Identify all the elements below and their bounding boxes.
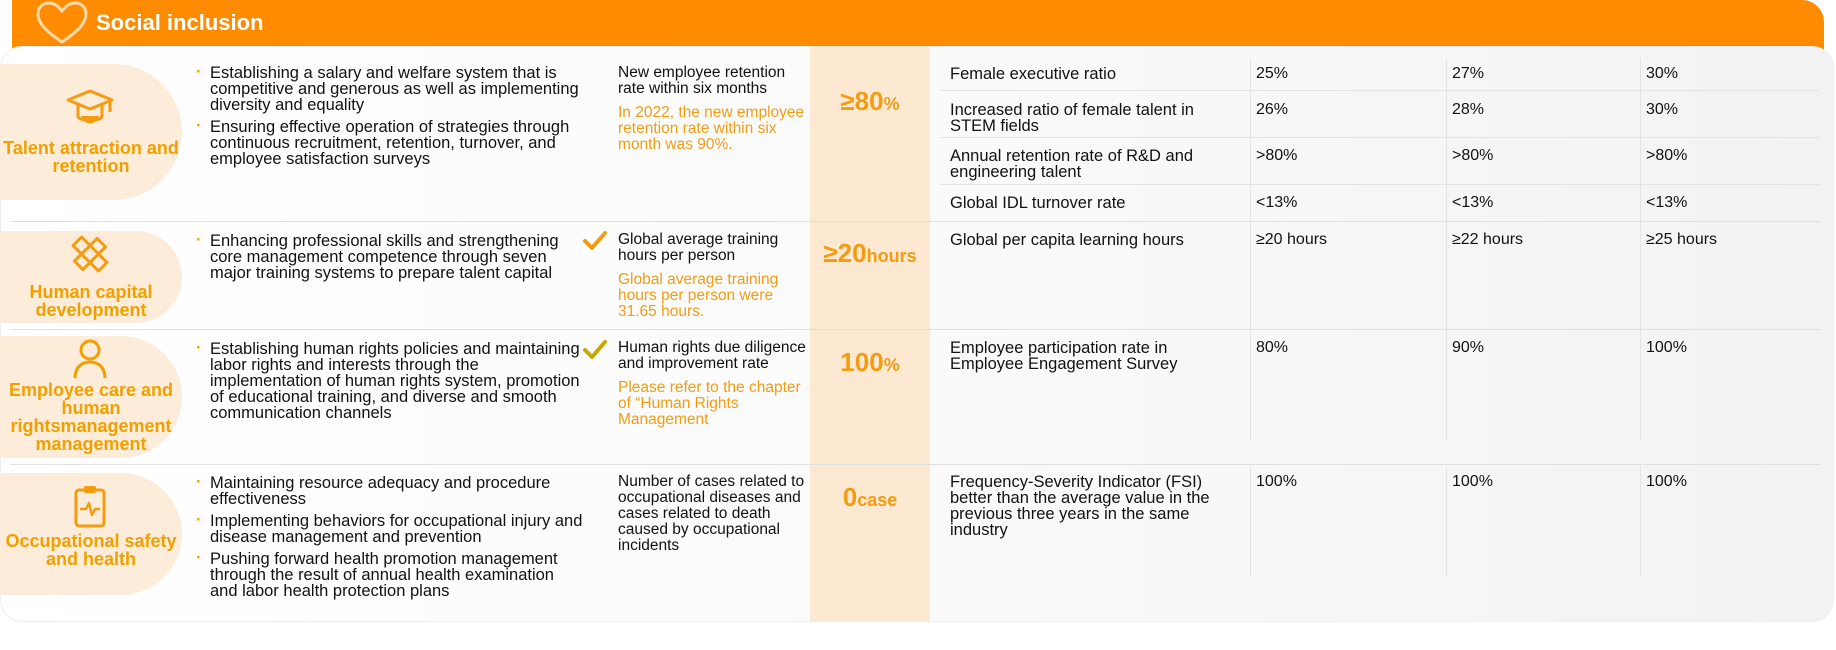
metric-block <box>618 65 808 153</box>
kpi-name: Increased ratio of female talent in STEM fields <box>950 101 1194 135</box>
kpi-value: 100% <box>1256 473 1297 490</box>
strategy-item: · Ensuring effective operation of strategies through continuous recruitment, retention, turnover, and employee satisfaction surveys <box>196 119 586 167</box>
target-unit: % <box>883 355 900 375</box>
metric-note: Please refer to the chapter of “Human Rights Management <box>618 379 801 428</box>
target-number: 100 <box>840 347 884 377</box>
kpi-name: Frequency-Severity Indicator (FSI) better than the average value in the previous three years in the same industry <box>950 473 1210 539</box>
target-value <box>810 347 930 378</box>
category-pill <box>0 64 182 200</box>
target-number: ≥20 <box>823 238 867 268</box>
strategy-item: · Establishing human rights policies and maintaining labor rights and interests through the implementation of human rights system, promotion of educational training, and diverse and smooth communication channels <box>196 341 586 421</box>
target-value <box>810 86 930 117</box>
strategy-item: · Maintaining resource adequacy and procedure effectiveness <box>196 475 586 507</box>
kpi-table <box>940 332 1820 440</box>
kpi-value: >80% <box>1452 147 1494 164</box>
strategy-item: · Establishing a salary and welfare system that is competitive and generous as well as implementing diversity and equality <box>196 65 586 113</box>
kpi-value: 30% <box>1646 101 1679 118</box>
kpi-table <box>940 58 1820 219</box>
kpi-name: Global IDL turnover rate <box>950 194 1126 212</box>
kpi-value: 26% <box>1256 101 1289 118</box>
target-unit: case <box>857 490 898 510</box>
category-label: Employee care and human rightsmanagement management <box>8 380 174 454</box>
kpi-row <box>940 138 1820 185</box>
target-value <box>810 238 930 269</box>
graduate-icon <box>64 86 116 130</box>
kpi-value: >80% <box>1256 147 1298 164</box>
kpi-row <box>940 466 1820 576</box>
kpi-value: 100% <box>1646 473 1687 490</box>
metric-note: Global average training hours per person were 31.65 hours. <box>618 271 779 320</box>
column-divider <box>1250 466 1251 576</box>
category-label: Talent attraction and retention <box>3 138 179 176</box>
section-header <box>12 0 1824 50</box>
kpi-value: 100% <box>1452 473 1493 490</box>
column-divider <box>1640 58 1641 440</box>
strategy-list <box>196 233 586 287</box>
metric-name: New employee retention rate within six months <box>618 64 786 97</box>
column-divider <box>1250 58 1251 440</box>
kpi-row <box>940 91 1820 138</box>
kpi-value: <13% <box>1452 194 1494 211</box>
kpi-value: >80% <box>1646 147 1688 164</box>
target-unit: % <box>883 94 900 114</box>
column-divider <box>1446 58 1447 440</box>
kpi-value: <13% <box>1256 194 1298 211</box>
target-value <box>810 482 930 513</box>
metric-block <box>618 474 808 554</box>
kpi-name: Global per capita learning hours <box>950 231 1184 249</box>
metric-note: In 2022, the new employee retention rate within six month was 90%. <box>618 104 805 153</box>
category-label: Occupational safety and health <box>5 531 177 569</box>
kpi-value: 80% <box>1256 339 1289 356</box>
category-label: Human capital development <box>29 282 153 320</box>
kpi-row <box>940 332 1820 440</box>
section-title: Social inclusion <box>96 10 264 35</box>
kpi-value: 28% <box>1452 101 1485 118</box>
metric-name: Number of cases related to occupational diseases and cases related to death caused by occupational incidents <box>618 473 805 554</box>
kpi-table <box>940 224 1820 324</box>
strategy-list <box>196 65 586 173</box>
target-column-highlight <box>810 46 930 622</box>
strategy-item: · Pushing forward health promotion management through the result of annual health examination and labor health protection plans <box>196 551 586 599</box>
kpi-value: ≥20 hours <box>1256 231 1328 248</box>
metric-name: Human rights due diligence and improvement rate <box>618 339 806 372</box>
clipboard-health-icon <box>64 484 116 528</box>
kpi-value: ≥22 hours <box>1452 231 1524 248</box>
kpi-value: <13% <box>1646 194 1688 211</box>
target-number: ≥80 <box>840 86 884 116</box>
kpi-table <box>940 466 1820 576</box>
kpi-value: 90% <box>1452 339 1485 356</box>
row-divider <box>10 221 1820 222</box>
kpi-row <box>940 185 1820 219</box>
pencil-ruler-icon <box>64 232 116 276</box>
check-icon <box>583 230 607 252</box>
kpi-name: Female executive ratio <box>950 65 1116 83</box>
target-number: 0 <box>842 482 858 512</box>
metric-name: Global average training hours per person <box>618 231 779 264</box>
metric-block <box>618 232 808 320</box>
strategy-item: · Enhancing professional skills and strengthening core management competence through seven major training systems to prepare talent capital <box>196 233 586 281</box>
kpi-value: 100% <box>1646 339 1687 356</box>
row-divider <box>10 464 1820 465</box>
column-divider <box>1446 466 1447 576</box>
kpi-name: Employee participation rate in Employee Engagement Survey <box>950 339 1178 373</box>
person-outline-icon <box>64 338 116 382</box>
strategy-list <box>196 341 586 427</box>
strategy-item: · Implementing behaviors for occupational injury and disease management and prevention <box>196 513 586 545</box>
kpi-value: 30% <box>1646 65 1679 82</box>
heart-outline-icon <box>34 0 90 48</box>
kpi-value: ≥25 hours <box>1646 231 1718 248</box>
kpi-row <box>940 58 1820 91</box>
row-divider <box>10 329 1820 330</box>
kpi-row <box>940 224 1820 324</box>
kpi-value: 25% <box>1256 65 1289 82</box>
kpi-name: Annual retention rate of R&D and engineering talent <box>950 147 1194 181</box>
target-unit: hours <box>866 246 917 266</box>
check-icon <box>583 339 607 361</box>
metric-block <box>618 340 808 428</box>
kpi-value: 27% <box>1452 65 1485 82</box>
column-divider <box>1640 466 1641 576</box>
strategy-list <box>196 475 586 605</box>
